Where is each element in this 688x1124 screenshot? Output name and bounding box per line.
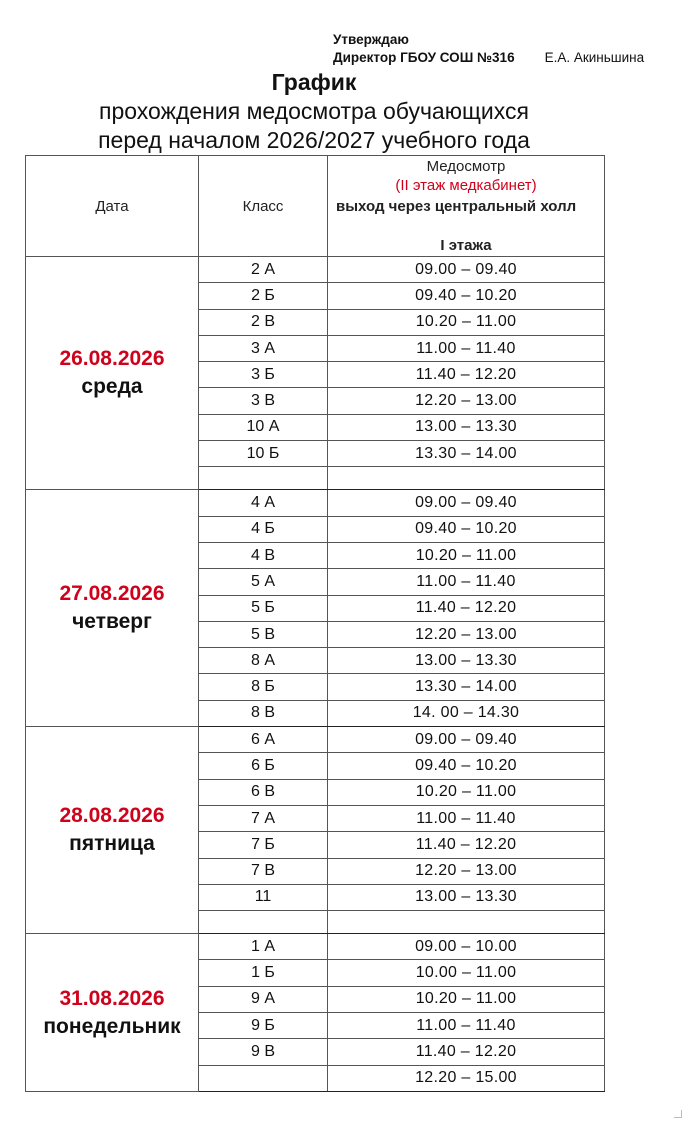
class-cell: 3 А	[199, 335, 328, 361]
time-cell: 12.20 – 13.00	[328, 388, 605, 414]
time-cell: 12.20 – 15.00	[328, 1065, 605, 1091]
table-row	[26, 727, 605, 753]
title-line-3: перед началом 2026/2027 учебного года	[98, 127, 530, 153]
approval-block	[333, 31, 644, 67]
time-cell	[328, 911, 605, 934]
time-cell: 11.00 – 11.40	[328, 569, 605, 595]
time-cell: 11.40 – 12.20	[328, 595, 605, 621]
time-cell: 09.40 – 10.20	[328, 516, 605, 542]
director-name: Е.А. Акиньшина	[544, 50, 645, 65]
time-cell: 11.40 – 12.20	[328, 362, 605, 388]
director-position: Директор ГБОУ СОШ №316	[333, 50, 515, 65]
time-cell: 12.20 – 13.00	[328, 621, 605, 647]
page-corner-mark	[674, 1110, 682, 1118]
header-exam-exit: выход через центральный холл	[336, 198, 577, 215]
time-cell	[328, 467, 605, 490]
header-exam-floor: I этажа	[440, 237, 492, 254]
class-cell	[199, 1065, 328, 1091]
title-line-1: График	[271, 69, 357, 95]
time-cell: 13.00 – 13.30	[328, 648, 605, 674]
class-cell: 4 В	[199, 542, 328, 568]
class-cell: 8 Б	[199, 674, 328, 700]
class-cell: 11	[199, 884, 328, 910]
header-exam	[328, 156, 605, 257]
weekday-value: пятница	[69, 832, 155, 856]
class-cell: 9 Б	[199, 1013, 328, 1039]
time-cell: 09.00 – 09.40	[328, 257, 605, 283]
header-date: Дата	[26, 156, 199, 257]
weekday-value: четверг	[72, 610, 152, 634]
class-cell: 6 Б	[199, 753, 328, 779]
class-cell: 5 Б	[199, 595, 328, 621]
class-cell: 3 Б	[199, 362, 328, 388]
time-cell: 09.40 – 10.20	[328, 753, 605, 779]
time-cell: 11.00 – 11.40	[328, 335, 605, 361]
class-cell: 2 В	[199, 309, 328, 335]
time-cell: 14. 00 – 14.30	[328, 700, 605, 726]
class-cell: 10 Б	[199, 441, 328, 467]
date-value: 31.08.2026	[59, 986, 165, 1010]
time-cell: 10.00 – 11.00	[328, 960, 605, 986]
approval-signature-line	[333, 49, 644, 67]
table-row	[26, 257, 605, 283]
time-cell: 10.20 – 11.00	[328, 779, 605, 805]
time-cell: 10.20 – 11.00	[328, 986, 605, 1012]
time-cell: 09.00 – 10.00	[328, 934, 605, 960]
time-cell: 09.40 – 10.20	[328, 283, 605, 309]
time-cell: 11.00 – 11.40	[328, 1013, 605, 1039]
time-cell: 12.20 – 13.00	[328, 858, 605, 884]
time-cell: 11.00 – 11.40	[328, 805, 605, 831]
class-cell: 2 А	[199, 257, 328, 283]
table-header-row	[26, 156, 605, 257]
header-exam-location: (II этаж медкабинет)	[395, 177, 537, 194]
time-cell: 10.20 – 11.00	[328, 309, 605, 335]
class-cell: 5 В	[199, 621, 328, 647]
class-cell: 8 В	[199, 700, 328, 726]
class-cell: 1 А	[199, 934, 328, 960]
class-cell: 7 А	[199, 805, 328, 831]
time-cell: 11.40 – 12.20	[328, 1039, 605, 1065]
table-row	[26, 934, 605, 960]
class-cell: 6 В	[199, 779, 328, 805]
time-cell: 10.20 – 11.00	[328, 542, 605, 568]
date-value: 26.08.2026	[59, 347, 165, 371]
weekday-value: понедельник	[43, 1014, 181, 1038]
time-cell: 13.30 – 14.00	[328, 441, 605, 467]
class-cell: 4 Б	[199, 516, 328, 542]
time-cell: 11.40 – 12.20	[328, 832, 605, 858]
class-cell	[199, 911, 328, 934]
class-cell	[199, 467, 328, 490]
class-cell: 8 А	[199, 648, 328, 674]
class-cell: 9 В	[199, 1039, 328, 1065]
schedule-body	[26, 257, 605, 1092]
date-cell	[26, 490, 199, 727]
weekday-value: среда	[81, 375, 143, 399]
class-cell: 4 А	[199, 490, 328, 516]
class-cell: 1 Б	[199, 960, 328, 986]
class-cell: 7 Б	[199, 832, 328, 858]
class-cell: 10 А	[199, 414, 328, 440]
time-cell: 09.00 – 09.40	[328, 490, 605, 516]
date-value: 28.08.2026	[59, 804, 165, 828]
header-exam-title: Медосмотр	[426, 158, 506, 175]
date-cell	[26, 934, 199, 1092]
date-cell	[26, 727, 199, 934]
title-line-2: прохождения медосмотра обучающихся	[99, 98, 529, 124]
class-cell: 9 А	[199, 986, 328, 1012]
class-cell: 2 Б	[199, 283, 328, 309]
table-row	[26, 490, 605, 516]
date-cell	[26, 257, 199, 490]
class-cell: 6 А	[199, 727, 328, 753]
time-cell: 13.00 – 13.30	[328, 884, 605, 910]
schedule-table	[25, 155, 605, 1092]
class-cell: 3 В	[199, 388, 328, 414]
time-cell: 13.00 – 13.30	[328, 414, 605, 440]
class-cell: 5 А	[199, 569, 328, 595]
class-cell: 7 В	[199, 858, 328, 884]
time-cell: 09.00 – 09.40	[328, 727, 605, 753]
approval-heading: Утверждаю	[333, 32, 409, 47]
date-value: 27.08.2026	[59, 582, 165, 606]
header-class: Класс	[199, 156, 328, 257]
time-cell: 13.30 – 14.00	[328, 674, 605, 700]
